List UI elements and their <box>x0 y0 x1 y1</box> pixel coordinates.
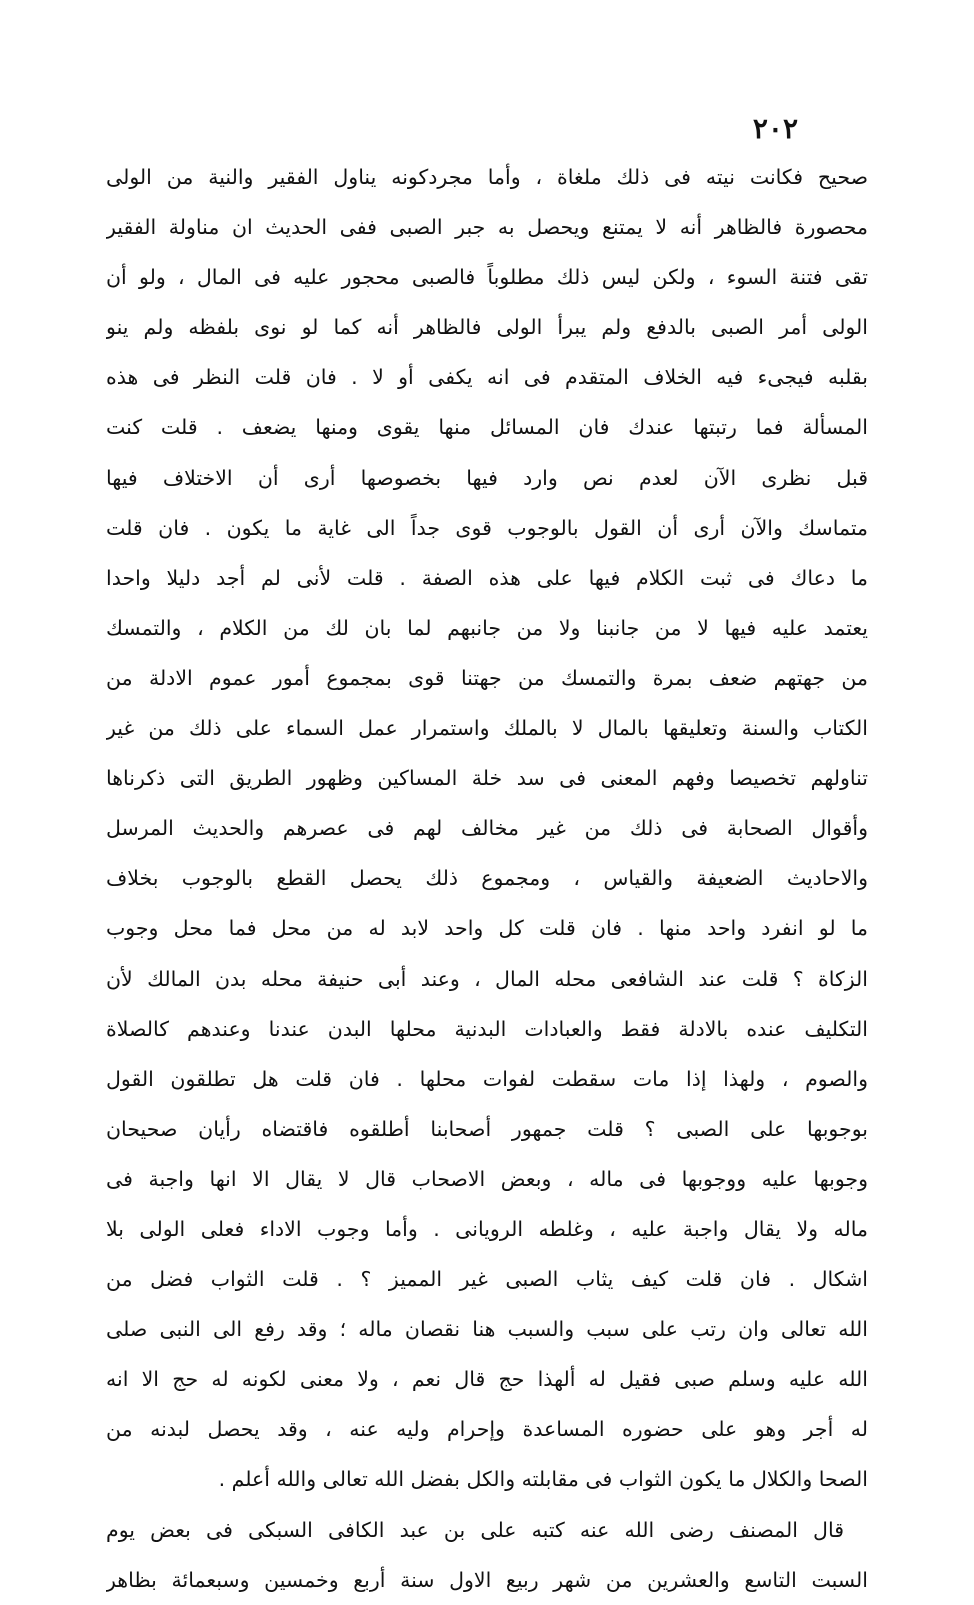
text-line: السبت التاسع والعشرين من شهر ربيع الاول سنة أربع وخمسين وسبعمائة بظاهر <box>106 1567 868 1592</box>
text-line: يعتمد عليه فيها لا من جانبنا ولا من جانبهم لما بان لك من الكلام ، والتمسك <box>106 615 868 640</box>
text-line: قبل نظرى الآن لعدم نص وارد فيها بخصوصها أرى أن الاختلاف فيها <box>106 465 868 490</box>
text-line: وجوبها عليه ووجوبها فى ماله ، وبعض الاصحاب قال لا يقال الا انها واجبة فى <box>106 1166 868 1191</box>
text-line: الله تعالى وان رتب على سبب والسبب هنا نقصان ماله ؛ وقد رفع الى النبى صلى <box>106 1317 868 1342</box>
text-line: ماله ولا يقال واجبة عليه ، وغلطه الرويانى . وأما وجوب الاداء فعلى الولى بلا <box>106 1216 868 1241</box>
text-line: والصوم ، ولهذا إذا مات سقطت لفوات محلها . فان قلت هل تطلقون القول <box>106 1066 868 1091</box>
text-line: التكليف عنده بالادلة فقط والعبادات البدنية محلها البدن عندنا وعندهم كالصلاة <box>106 1016 868 1041</box>
text-line: ما دعاك فى ثبت الكلام فيها على هذه الصفة . قلت لأنى لم أجد دليلا واحدا <box>106 565 868 590</box>
text-line: الكتاب والسنة وتعليقها بالمال لا بالملك واستمرار عمل السماء على ذلك من غير <box>106 716 868 741</box>
text-line: محصورة فالظاهر أنه لا يمتنع ويحصل به جبر الصبى ففى الحديث ان مناولة الفقير <box>106 215 868 240</box>
text-line: قال المصنف رضى الله عنه كتبه على بن عبد الكافى السبكى فى بعض يوم <box>106 1517 844 1542</box>
body-text <box>106 152 868 1605</box>
text-line: له أجر وهو على حضوره المساعدة وإحرام وليه عنه ، وقد يحصل لبدنه من <box>106 1417 868 1442</box>
text-line: بقلبه فيجىء فيه الخلاف المتقدم فى انه يكفى أو لا . فان قلت النظر فى هذه <box>106 365 868 390</box>
text-line: ما لو انفرد واحد منها . فان قلت كل واحد لابد له من محل فما محل وجوب <box>106 916 868 941</box>
text-line: من جهتهم ضعف بمرة والتمسك من جهتنا قوى بمجموع أمور عموم الادلة من <box>106 665 868 690</box>
text-line: تقى فتنة السوء ، ولكن ليس ذلك مطلوباً فالصبى محجور عليه فى المال ، ولو أن <box>106 265 868 290</box>
text-line: صحيح فكانت نيته فى ذلك ملغاة ، وأما مجردكونه يناول الفقير والنية من الولى <box>106 165 868 189</box>
text-line: الله عليه وسلم صبى فقيل له ألهذا حج قال نعم ، ولا معنى لكونه له حج الا انه <box>106 1367 868 1392</box>
text-line: تناولهم تخصيصا وفهم المعنى فى سد خلة المساكين وظهور الطريق التى ذكرناها <box>106 766 868 791</box>
text-line: متماسك والآن أرى أن القول بالوجوب قوى جداً الى غاية ما يكون . فان قلت <box>106 515 868 540</box>
text-line: وأقوال الصحابة فى ذلك من غير مخالف لهم فى عصرهم والحديث المرسل <box>106 816 868 841</box>
text-line: المسألة فما رتبتها عندك فان المسائل منها يقوى ومنها يضعف . قلت كنت <box>106 415 868 440</box>
text-line: الزكاة ؟ قلت عند الشافعى محله المال ، وعند أبى حنيفة محله بدن المالك لأن <box>106 966 868 991</box>
text-line: بوجوبها على الصبى ؟ قلت جمهور أصحابنا أطلقوه فاقتضاه رأيان صحيحان <box>106 1116 868 1141</box>
page-number: ٢٠٢ <box>752 112 798 145</box>
text-line: اشكال . فان قلت كيف يثاب الصبى غير المميز ؟ . قلت الثواب فضل من <box>106 1267 868 1292</box>
text-line: الولى أمر الصبى بالدفع ولم يبرأ الولى فالظاهر أنه كما لو نوى بلفظه ولم ينو <box>106 315 868 340</box>
text-line: والاحاديث الضعيفة والقياس ، ومجموع ذلك يحصل القطع بالوجوب بخلاف <box>106 866 868 891</box>
text-line: الصحا والكلال ما يكون الثواب فى مقابلته والكل بفضل الله تعالى والله أعلم . <box>218 1467 868 1492</box>
